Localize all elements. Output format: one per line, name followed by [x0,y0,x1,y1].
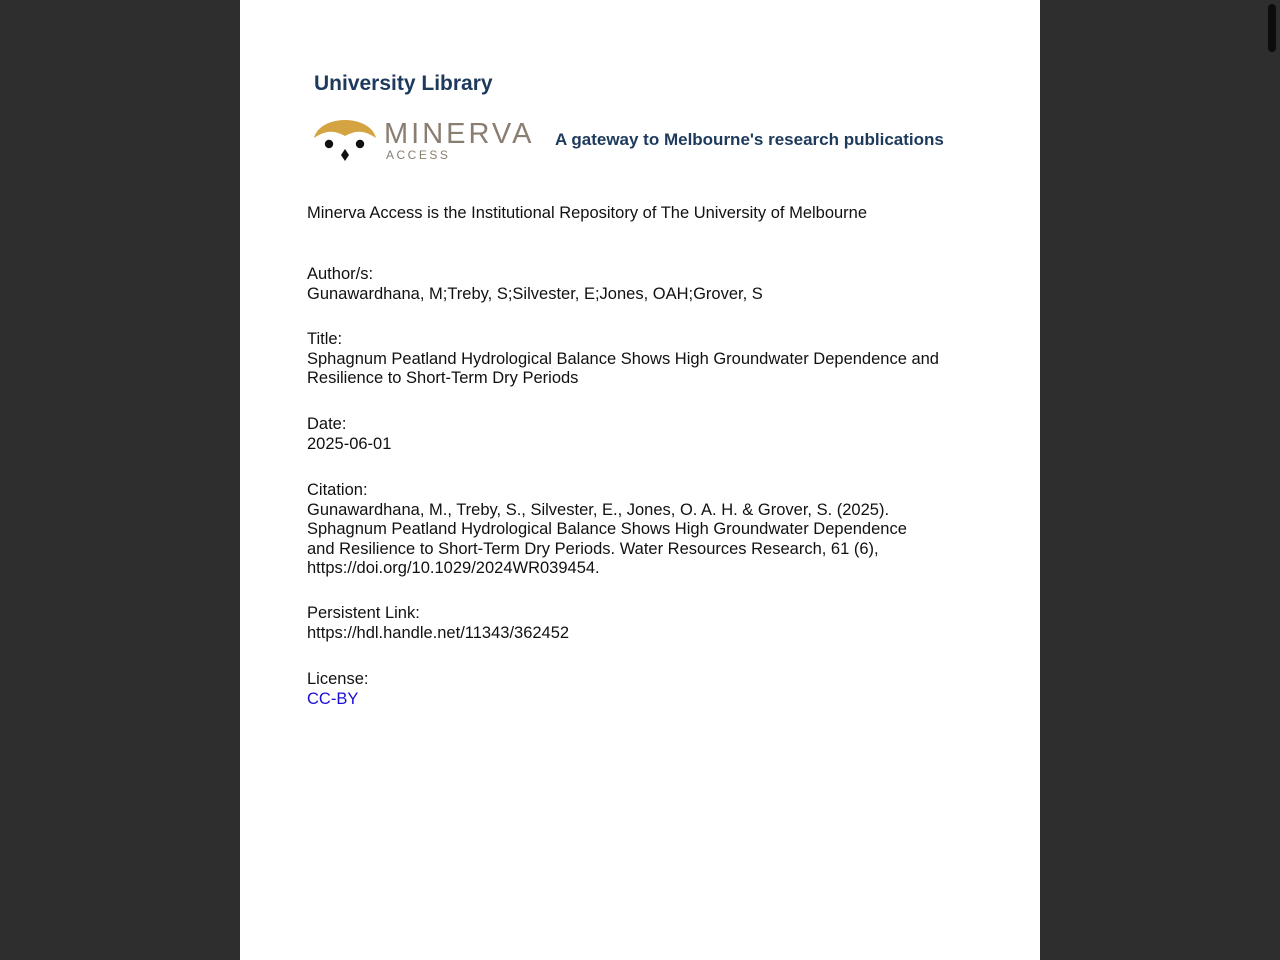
date-value: 2025-06-01 [307,434,392,453]
minerva-access-logo [312,110,535,168]
license-field [307,670,957,709]
persistent-link-field [307,604,957,643]
tagline: A gateway to Melbourne's research publications [555,130,944,149]
title-value: Sphagnum Peatland Hydrological Balance Shows High Groundwater Dependence and Resilience to Short-Term Dry Periods [307,349,939,387]
persistent-link-label: Persistent Link: [307,604,420,622]
citation-value: Gunawardhana, M., Treby, S., Silvester, E., Jones, O. A. H. & Grover, S. (2025). Sphagnum Peatland Hydrological Balance Shows High Groundwater Dependence and Resilience to Short-Term Dry Periods. Water Resources Research, 61 (6), https://doi.org/10.1029/2024WR039454. [307,500,907,577]
logo-subtitle: ACCESS [386,148,451,162]
citation-label: Citation: [307,481,368,499]
date-field [307,415,957,454]
logo-wordmark: MINERVA [384,118,535,150]
title-field [307,330,957,389]
license-link[interactable]: CC-BY [307,689,359,708]
license-label: License: [307,670,369,688]
date-label: Date: [307,415,347,433]
scrollbar-thumb[interactable] [1268,4,1276,52]
persistent-link-value[interactable]: https://hdl.handle.net/11343/362452 [307,623,570,642]
citation-field [307,481,937,579]
library-title: University Library [314,72,493,95]
title-label: Title: [307,330,343,348]
authors-value: Gunawardhana, M;Treby, S;Silvester, E;Jones, OAH;Grover, S [307,284,763,303]
owl-icon [312,110,382,168]
authors-field [307,265,957,304]
repository-intro: Minerva Access is the Institutional Repository of The University of Melbourne [307,204,868,222]
document-page [240,0,1040,960]
authors-label: Author/s: [307,265,374,283]
